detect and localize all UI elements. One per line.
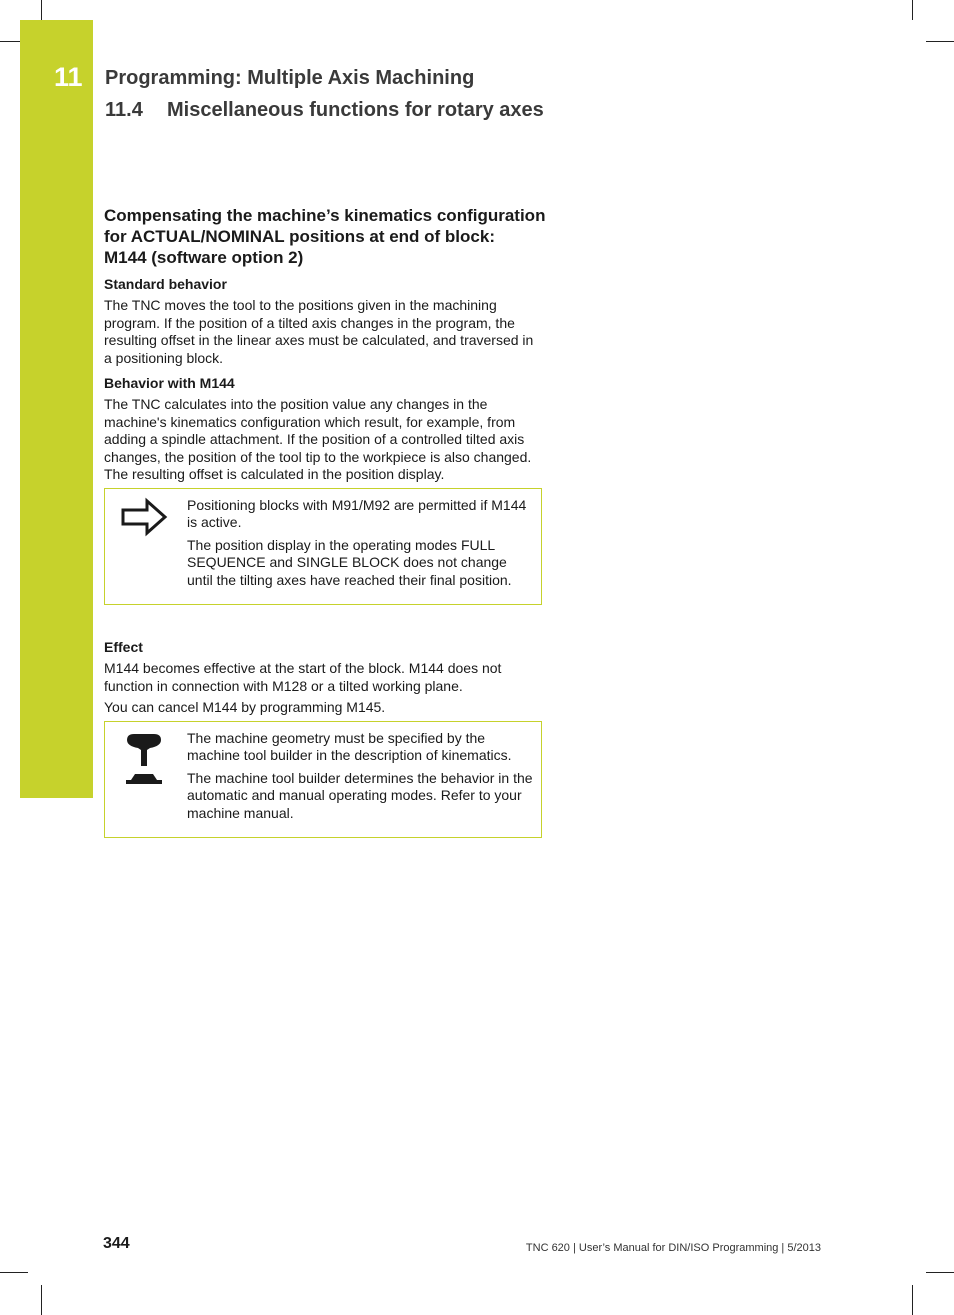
crop-mark	[41, 0, 42, 20]
heading-line: for ACTUAL/NOMINAL positions at end of block:	[104, 227, 495, 246]
note-icon-column	[105, 489, 187, 605]
effect-text: You can cancel M144 by programming M145.	[104, 699, 386, 715]
crop-mark	[926, 1272, 954, 1273]
main-content	[104, 205, 564, 838]
section-number: 11.4	[105, 99, 143, 121]
m144-behavior-heading: Behavior with M144	[104, 375, 235, 391]
page-number: 344	[103, 1235, 130, 1252]
crop-mark	[0, 1272, 28, 1273]
arrow-right-icon	[120, 497, 170, 537]
note-box	[104, 488, 542, 606]
effect-text: M144 becomes effective at the start of the block. M144 does not function in connection with M128 or a tilted working plane.	[104, 660, 502, 694]
note-text	[187, 722, 541, 838]
footer-text: TNC 620 | User’s Manual for DIN/ISO Programming | 5/2013	[525, 1242, 821, 1254]
heading-line: Compensating the machine’s kinematics configuration	[104, 206, 546, 225]
crop-mark	[926, 41, 954, 42]
chapter-number: 11	[54, 62, 83, 92]
standard-behavior-text: The TNC moves the tool to the positions given in the machining program. If the position of a tilted axis changes in the program, the resulting offset in the linear axes must be calculated, and traversed in a positioning block.	[104, 297, 534, 366]
m144-behavior-text: The TNC calculates into the position value any changes in the machine's kinematics configuration which result, for example, from adding a spindle attachment. If the position of a controlled tilted axis changes, the position of the tool tip to the workpiece is also changed. The resulting offset is calculated in the position display.	[104, 396, 532, 482]
note-text	[187, 489, 541, 605]
crop-mark	[912, 0, 913, 20]
crop-mark	[912, 1285, 913, 1315]
crop-mark	[0, 41, 20, 42]
note-paragraph: The position display in the operating modes FULL SEQUENCE and SINGLE BLOCK does not change until the tilting axes have reached their final position.	[187, 536, 512, 588]
page-heading	[104, 205, 564, 268]
standard-behavior-heading: Standard behavior	[104, 276, 227, 292]
chapter-sidebar	[20, 20, 93, 798]
machine-tool-icon	[124, 732, 164, 788]
chapter-title: Programming: Multiple Axis Machining	[105, 67, 475, 89]
section-title: Miscellaneous functions for rotary axes	[167, 99, 544, 121]
effect-heading: Effect	[104, 639, 143, 655]
note-paragraph: The machine tool builder determines the behavior in the automatic and manual operating modes. Refer to your machine manual.	[187, 769, 533, 821]
note-icon-column	[105, 722, 187, 838]
machine-note-box	[104, 721, 542, 839]
crop-mark	[41, 1285, 42, 1315]
note-paragraph: The machine geometry must be specified by the machine tool builder in the description of kinematics.	[187, 729, 512, 763]
note-paragraph: Positioning blocks with M91/M92 are permitted if M144 is active.	[187, 496, 527, 530]
heading-line: M144 (software option 2)	[104, 248, 304, 267]
section-heading	[105, 99, 544, 122]
